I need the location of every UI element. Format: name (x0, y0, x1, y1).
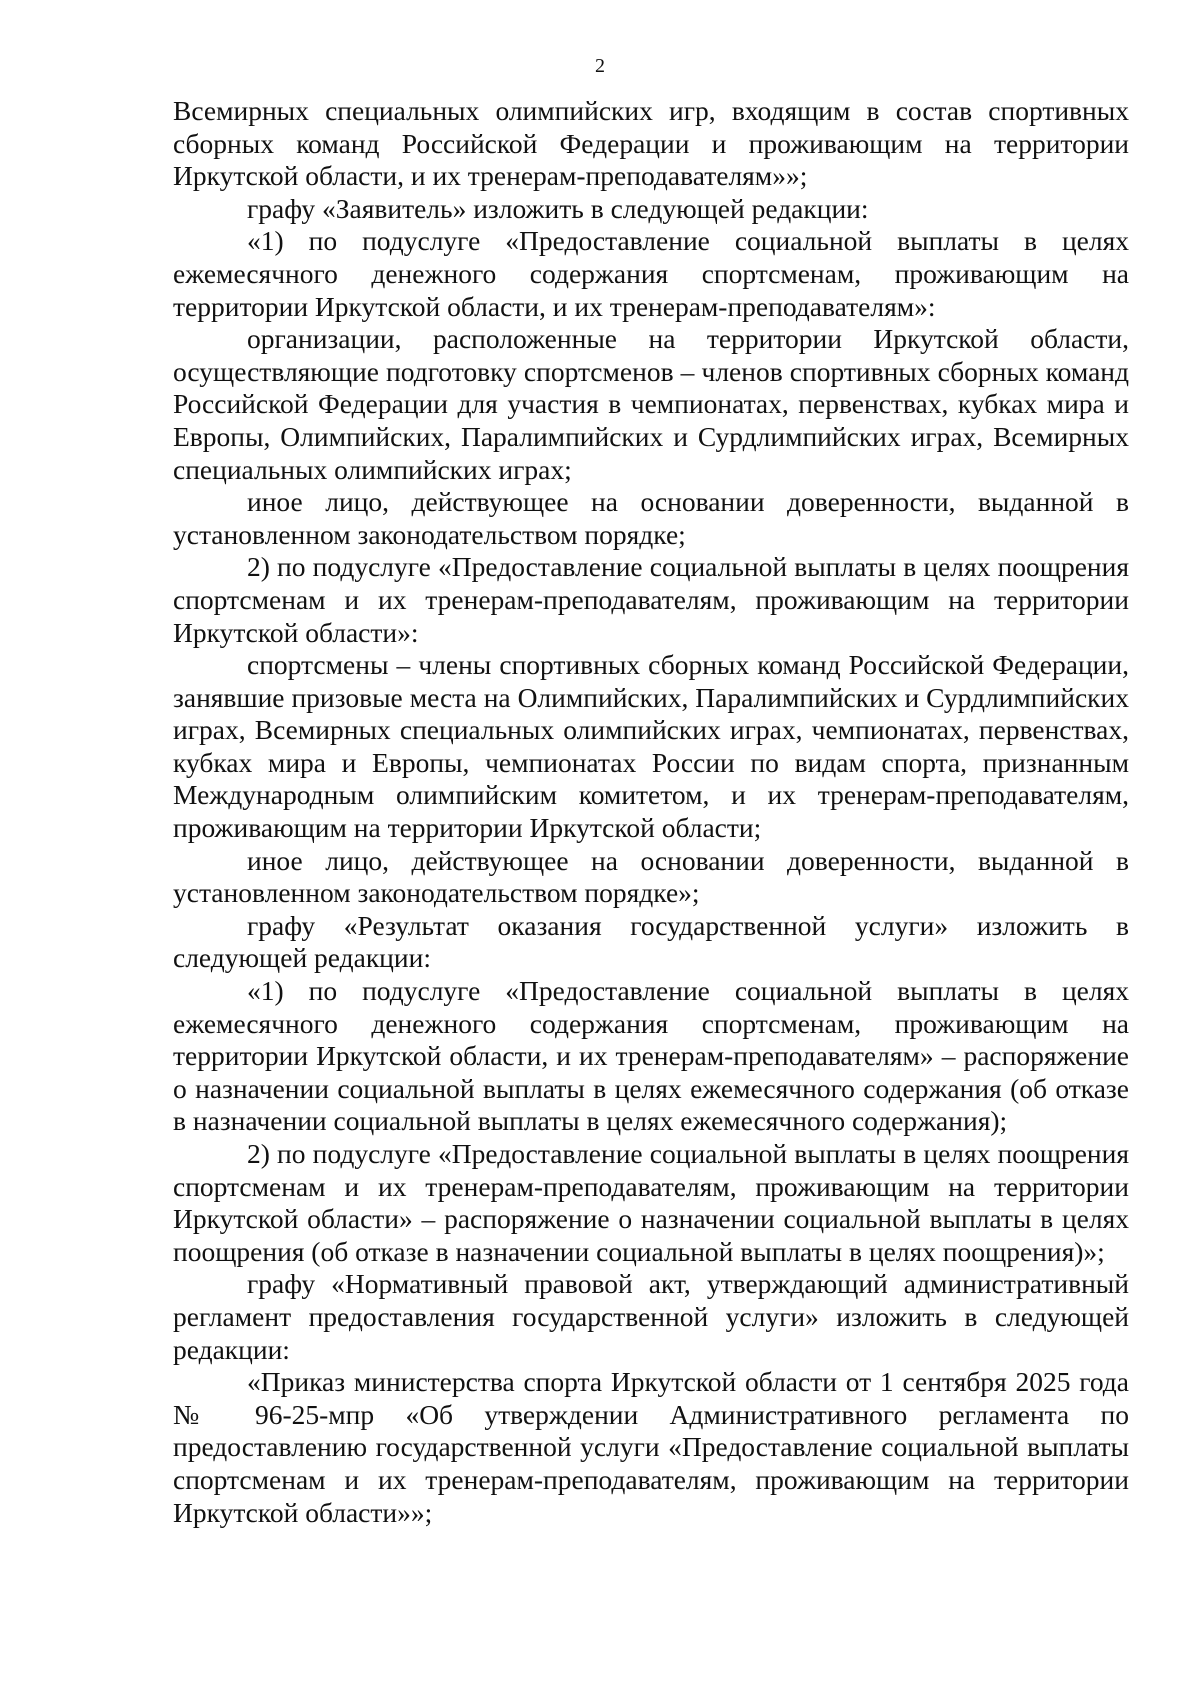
page-number: 2 (595, 55, 605, 77)
paragraph-result-2: 2) по подуслуге «Предоставление социальной выплаты в целях поощрения спортсменам и их тренерам-преподавателям, проживающим на территории Иркутской области» – распоряжение о назначении социальной выплаты в целях поощрения (об отказе в назначении социальной выплаты в целях поощрения)»; (173, 1138, 1129, 1267)
paragraph-other-person-2: иное лицо, действующее на основании доверенности, выданной в установленном законодательством порядке»; (173, 844, 1129, 909)
paragraph-result-heading: графу «Результат оказания государственной услуги» изложить в следующей редакции: (173, 909, 1129, 974)
paragraph-applicant-heading: графу «Заявитель» изложить в следующей редакции: (247, 192, 869, 224)
paragraph-organizations: организации, расположенные на территории Иркутской области, осуществляющие подготовку спортсменов – членов спортивных сборных команд Российской Федерации для участия в чемпионатах, первенствах, кубках мира и Европы, Олимпийских, Паралимпийских и Сурдлимпийских играх, Всемирных специальных олимпийских играх; (173, 323, 1129, 485)
paragraph-subservice-1: «1) по подуслуге «Предоставление социальной выплаты в целях ежемесячного денежного содержания спортсменам, проживающим на территории Иркутской области, и их тренерам-преподавателям»: (173, 225, 1129, 322)
document-body (173, 95, 1129, 1529)
paragraph-other-person-1: иное лицо, действующее на основании доверенности, выданной в установленном законодательством порядке; (173, 486, 1129, 550)
paragraph-subservice-2: 2) по подуслуге «Предоставление социальной выплаты в целях поощрения спортсменам и их тренерам-преподавателям, проживающим на территории Иркутской области»: (173, 551, 1129, 648)
paragraph-athletes: спортсмены – члены спортивных сборных команд Российской Федерации, занявшие призовые места на Олимпийских, Паралимпийских и Сурдлимпийских играх, Всемирных специальных олимпийских играх, чемпионатах, первенствах, кубках мира и Европы, чемпионатах России по видам спорта, признанным Международным олимпийским комитетом, и их тренерам-преподавателям, проживающим на территории Иркутской области; (173, 649, 1129, 844)
paragraph-result-1: «1) по подуслуге «Предоставление социальной выплаты в целях ежемесячного денежного содержания спортсменам, проживающим на территории Иркутской области, и их тренерам-преподавателям» – распоряжение о назначении социальной выплаты в целях ежемесячного содержания (об отказе в назначении социальной выплаты в целях ежемесячного содержания); (173, 975, 1129, 1137)
paragraph-normative-act-heading: графу «Нормативный правовой акт, утверждающий административный регламент предоставления государственной услуги» изложить в следующей редакции: (173, 1268, 1129, 1365)
paragraph-order-citation: «Приказ министерства спорта Иркутской области от 1 сентября 2025 года № 96-25-мпр «Об утверждении Административного регламента по предоставлению государственной услуги «Предоставление социальной выплаты спортсменам и их тренерам-преподавателям, проживающим на территории Иркутской области»»; (173, 1366, 1129, 1528)
paragraph-continuation: Всемирных специальных олимпийских игр, входящим в состав спортивных сборных команд Российской Федерации и проживающим на территории Иркутской области, и их тренерам-преподавателям»»; (173, 95, 1129, 192)
